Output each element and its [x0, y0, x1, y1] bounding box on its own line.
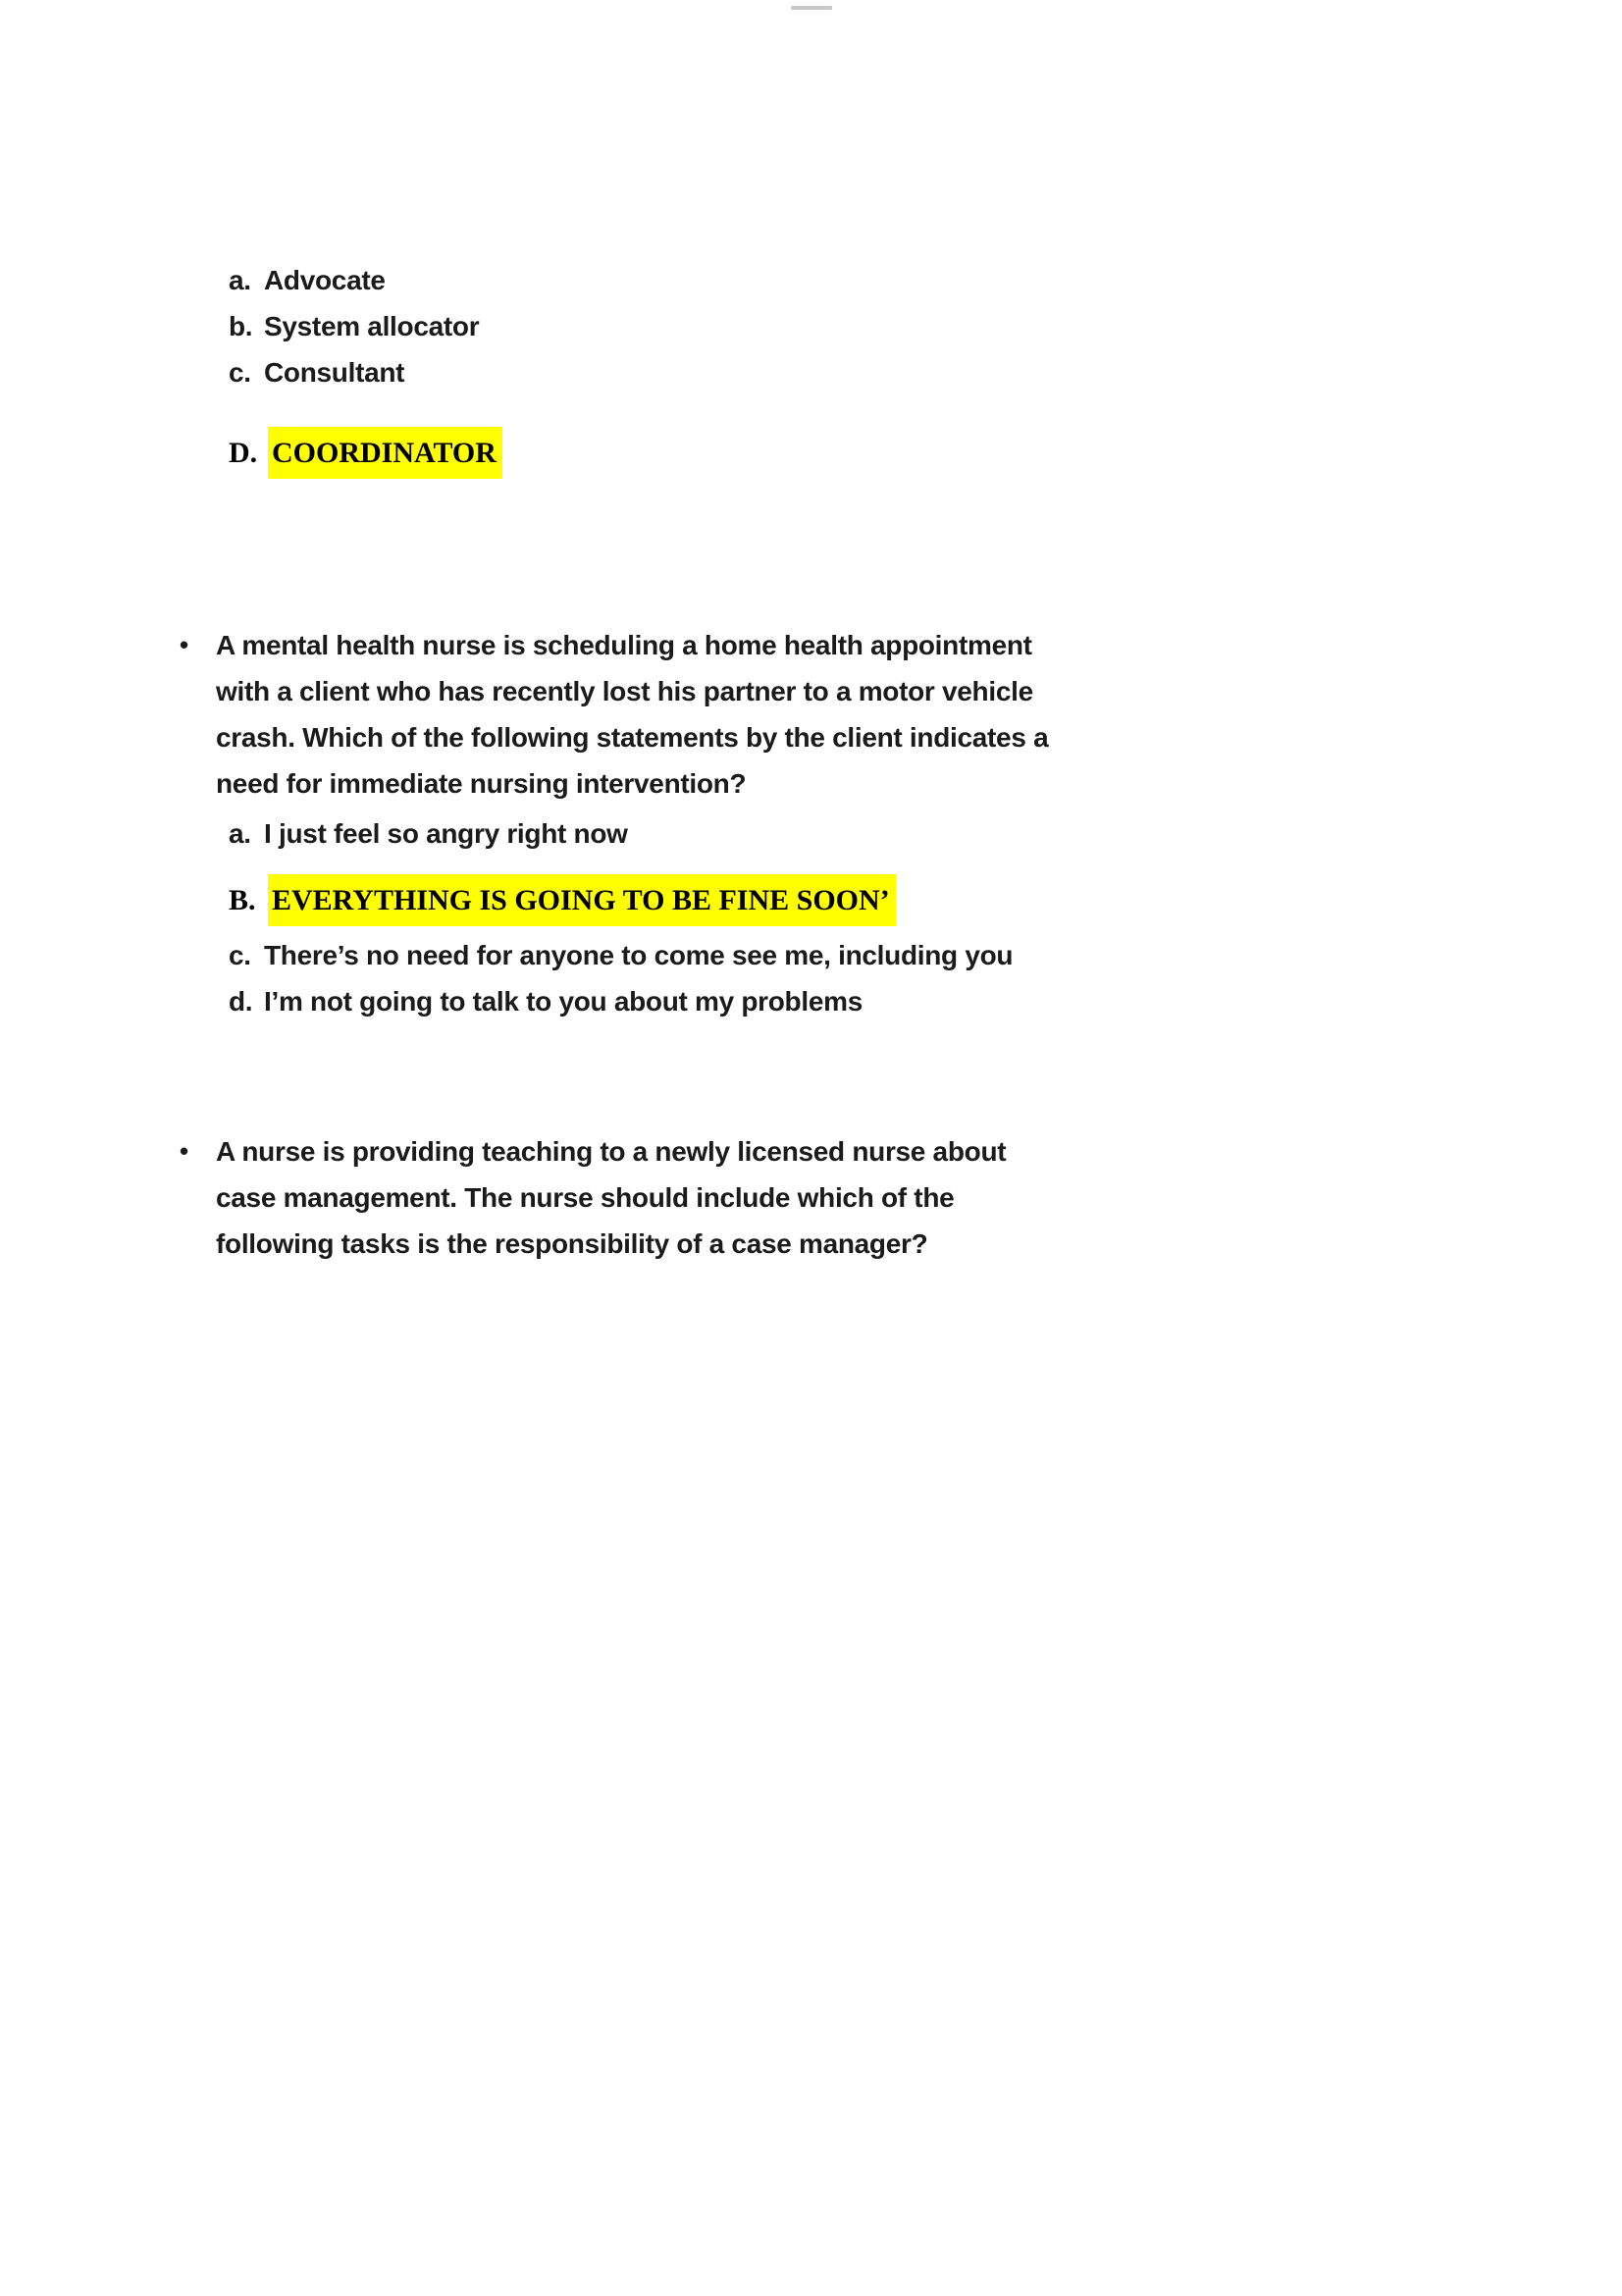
- option-label: c.: [229, 357, 251, 388]
- highlighted-answer-row: [229, 427, 1622, 479]
- option-text: I just feel so angry right now: [264, 818, 628, 849]
- option-text: There’s no need for anyone to come see me, including you: [264, 940, 1014, 970]
- page-header-micro-text: [791, 6, 832, 10]
- option-row: [229, 303, 1622, 349]
- option-row: [229, 257, 1622, 303]
- question2-stem-block: [180, 622, 1622, 807]
- option-text: I’m not going to talk to you about my problems: [264, 986, 863, 1017]
- option-row: [229, 932, 1622, 978]
- option-label: d.: [229, 986, 253, 1017]
- question3-stem-block: [180, 1128, 1622, 1267]
- question2-options: [229, 810, 1622, 1024]
- option-row: [229, 978, 1622, 1024]
- option-row: [229, 810, 1622, 857]
- highlighted-answer-row: [229, 874, 1622, 926]
- option-label: a.: [229, 265, 251, 295]
- option-label: a.: [229, 818, 251, 849]
- option-label: b.: [229, 311, 253, 341]
- option-text: Consultant: [264, 357, 405, 388]
- question1-options: [229, 257, 1622, 479]
- highlighted-answer-text: COORDINATOR: [268, 427, 502, 479]
- option-label: c.: [229, 940, 251, 970]
- question-stem: A mental health nurse is scheduling a home health appointment with a client who has recently lost his partner to a motor vehicle crash. Which of the following statements by the client indicates a need for immediate nursing intervention?: [216, 630, 1049, 799]
- bullet-icon: •: [180, 630, 188, 659]
- question-stem: A nurse is providing teaching to a newly licensed nurse about case management. The nurse should include which of the following tasks is the responsibility of a case manager?: [216, 1136, 1007, 1259]
- option-label: B.: [229, 884, 256, 916]
- option-row: [229, 349, 1622, 395]
- highlighted-answer-text: EVERYTHING IS GOING TO BE FINE SOON’: [268, 874, 896, 926]
- option-text: System allocator: [264, 311, 480, 341]
- option-label: D.: [229, 437, 258, 469]
- option-text: Advocate: [264, 265, 386, 295]
- bullet-icon: •: [180, 1136, 188, 1166]
